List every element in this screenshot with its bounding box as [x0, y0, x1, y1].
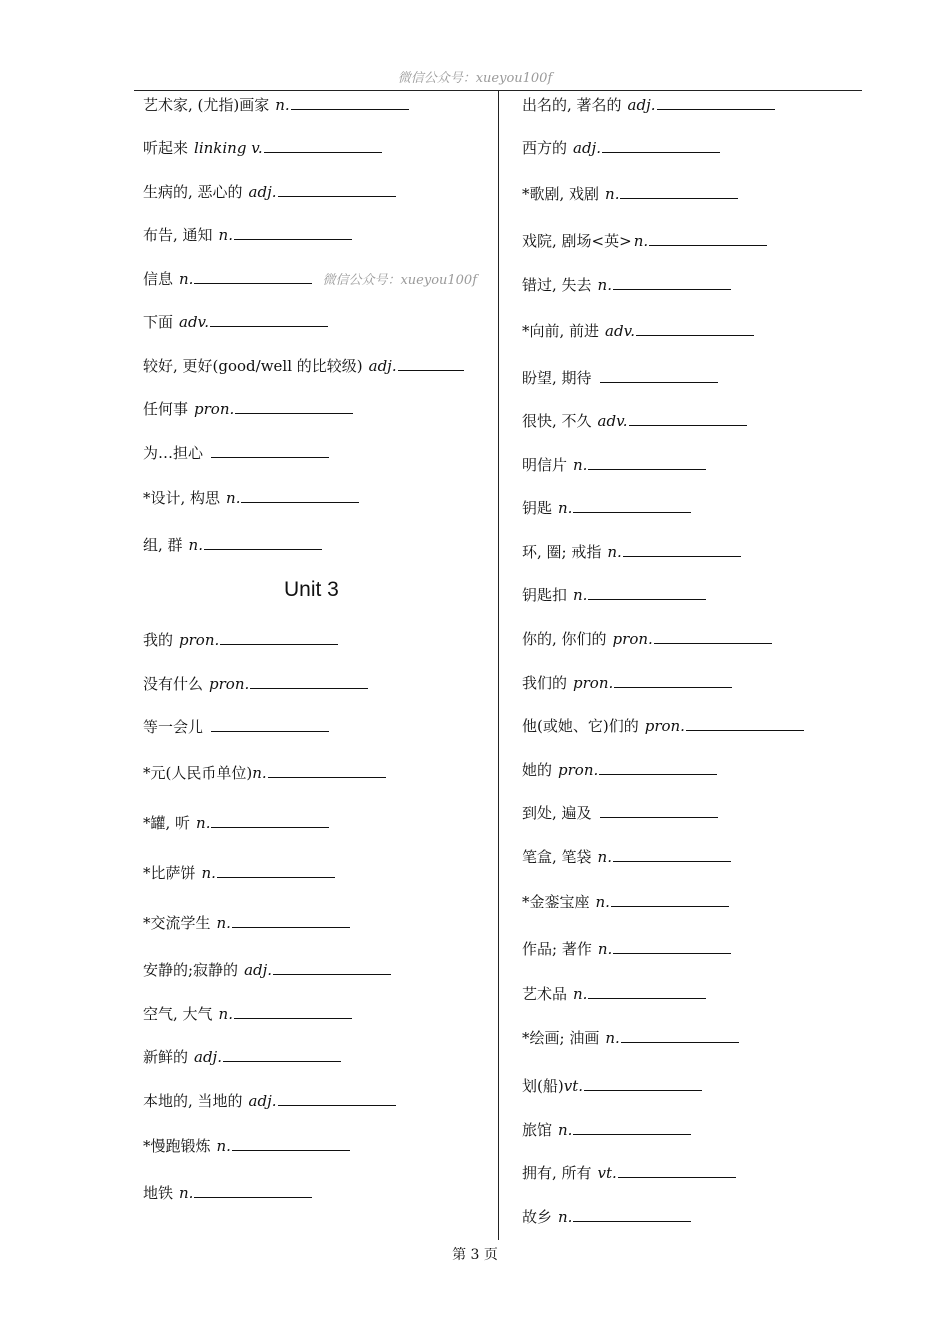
vocab-item: 组, 群 n.	[143, 534, 322, 555]
answer-blank[interactable]	[278, 181, 396, 197]
vocab-item: 生病的, 恶心的 adj.	[143, 181, 396, 202]
vocab-item: 艺术家, (尤指)画家 n.	[143, 94, 409, 115]
answer-blank[interactable]	[291, 94, 409, 110]
vocab-item: *罐, 听 n.	[143, 812, 329, 833]
answer-blank[interactable]	[234, 224, 352, 240]
vocab-item: 戏院, 剧场<英> n.	[522, 230, 767, 251]
vocab-item: 没有什么 pron.	[143, 673, 368, 694]
answer-blank[interactable]	[649, 230, 767, 246]
vocab-item: 她的 pron.	[522, 759, 717, 780]
answer-blank[interactable]	[210, 311, 328, 327]
vocab-item: 我的 pron.	[143, 629, 338, 650]
answer-blank[interactable]	[232, 912, 350, 928]
vocab-item: 本地的, 当地的 adj.	[143, 1090, 396, 1111]
answer-blank[interactable]	[278, 1090, 396, 1106]
vocab-item: 出名的, 著名的 adj.	[522, 94, 775, 115]
answer-blank[interactable]	[588, 584, 706, 600]
vocab-item: 错过, 失去 n.	[522, 274, 731, 295]
answer-blank[interactable]	[573, 497, 691, 513]
answer-blank[interactable]	[273, 959, 391, 975]
vocab-item: 故乡 n.	[522, 1206, 691, 1227]
vocab-item: *金銮宝座 n.	[522, 891, 729, 912]
vocab-item: 你的, 你们的 pron.	[522, 628, 772, 649]
vocab-item: 新鲜的 adj.	[143, 1046, 341, 1067]
vocab-item: 笔盒, 笔袋 n.	[522, 846, 731, 867]
answer-blank[interactable]	[250, 673, 368, 689]
vocab-item: 作品; 著作 n.	[522, 938, 731, 959]
unit-heading: Unit 3	[284, 578, 339, 601]
vocab-item: 空气, 大气 n.	[143, 1003, 352, 1024]
vocab-item: 较好, 更好(good/well 的比较级) adj.	[143, 355, 464, 376]
answer-blank[interactable]	[618, 1162, 736, 1178]
vocab-item: 盼望, 期待	[522, 367, 718, 388]
vocab-item: *比萨饼 n.	[143, 862, 335, 883]
vocab-item: 布告, 通知 n.	[143, 224, 352, 245]
answer-blank[interactable]	[600, 367, 718, 383]
vocab-item: *设计, 构思 n.	[143, 487, 359, 508]
vocab-item: 艺术品 n.	[522, 983, 706, 1004]
answer-blank[interactable]	[613, 846, 731, 862]
answer-blank[interactable]	[623, 541, 741, 557]
answer-blank[interactable]	[204, 534, 322, 550]
answer-blank[interactable]	[584, 1075, 702, 1091]
vocab-item: 安静的;寂静的 adj.	[143, 959, 391, 980]
vocab-item: 信息 n. 微信公众号：xueyou100f	[143, 270, 478, 288]
column-divider	[498, 90, 499, 1240]
answer-blank[interactable]	[620, 183, 738, 199]
vocab-item: 为…担心	[143, 442, 329, 463]
answer-blank[interactable]	[613, 938, 731, 954]
answer-blank[interactable]	[686, 715, 804, 731]
vocab-item: 我们的 pron.	[522, 672, 732, 693]
vocab-item: *歌剧, 戏剧 n.	[522, 183, 738, 204]
answer-blank[interactable]	[194, 268, 312, 284]
vocab-item: 下面 adv.	[143, 311, 328, 332]
answer-blank[interactable]	[629, 410, 747, 426]
answer-blank[interactable]	[235, 398, 353, 414]
answer-blank[interactable]	[232, 1135, 350, 1151]
vocab-item: 环, 圈; 戒指 n.	[522, 541, 741, 562]
answer-blank[interactable]	[211, 442, 329, 458]
vocab-item: 任何事 pron.	[143, 398, 353, 419]
answer-blank[interactable]	[573, 1119, 691, 1135]
answer-blank[interactable]	[599, 759, 717, 775]
answer-blank[interactable]	[217, 862, 335, 878]
answer-blank[interactable]	[234, 1003, 352, 1019]
answer-blank[interactable]	[657, 94, 775, 110]
answer-blank[interactable]	[600, 802, 718, 818]
vocab-item: 划(船)vt.	[522, 1075, 702, 1096]
answer-blank[interactable]	[654, 628, 772, 644]
answer-blank[interactable]	[211, 716, 329, 732]
vocab-item: 地铁 n.	[143, 1182, 312, 1203]
vocab-item: 钥匙扣 n.	[522, 584, 706, 605]
answer-blank[interactable]	[194, 1182, 312, 1198]
answer-blank[interactable]	[264, 137, 382, 153]
answer-blank[interactable]	[223, 1046, 341, 1062]
header-watermark: 微信公众号：xueyou100f	[397, 71, 553, 86]
answer-blank[interactable]	[573, 1206, 691, 1222]
answer-blank[interactable]	[211, 812, 329, 828]
inline-watermark: 微信公众号：xueyou100f	[322, 273, 478, 288]
vocab-item: *元(人民币单位)n.	[143, 762, 386, 783]
vocab-item: 听起来 linking v.	[143, 137, 382, 158]
answer-blank[interactable]	[398, 355, 464, 371]
vocab-item: 拥有, 所有 vt.	[522, 1162, 736, 1183]
vocab-item: 明信片 n.	[522, 454, 706, 475]
answer-blank[interactable]	[621, 1027, 739, 1043]
vocab-item: 钥匙 n.	[522, 497, 691, 518]
page-number: 第 3 页	[452, 1247, 498, 1263]
vocab-item: *交流学生 n.	[143, 912, 350, 933]
vocab-item: 到处, 遍及	[522, 802, 718, 823]
vocab-item: 很快, 不久 adv.	[522, 410, 747, 431]
answer-blank[interactable]	[588, 454, 706, 470]
answer-blank[interactable]	[611, 891, 729, 907]
vocab-item: 西方的 adj.	[522, 137, 720, 158]
answer-blank[interactable]	[588, 983, 706, 999]
vocab-item: *慢跑锻炼 n.	[143, 1135, 350, 1156]
answer-blank[interactable]	[220, 629, 338, 645]
vocab-item: 他(或她、它)们的 pron.	[522, 715, 804, 736]
answer-blank[interactable]	[602, 137, 720, 153]
answer-blank[interactable]	[614, 672, 732, 688]
vocab-item: 等一会儿	[143, 716, 329, 737]
answer-blank[interactable]	[241, 487, 359, 503]
answer-blank[interactable]	[636, 320, 754, 336]
vocab-item: 旅馆 n.	[522, 1119, 691, 1140]
answer-blank[interactable]	[613, 274, 731, 290]
vocab-item: *向前, 前进 adv.	[522, 320, 754, 341]
vocab-item: *绘画; 油画 n.	[522, 1027, 739, 1048]
answer-blank[interactable]	[268, 762, 386, 778]
